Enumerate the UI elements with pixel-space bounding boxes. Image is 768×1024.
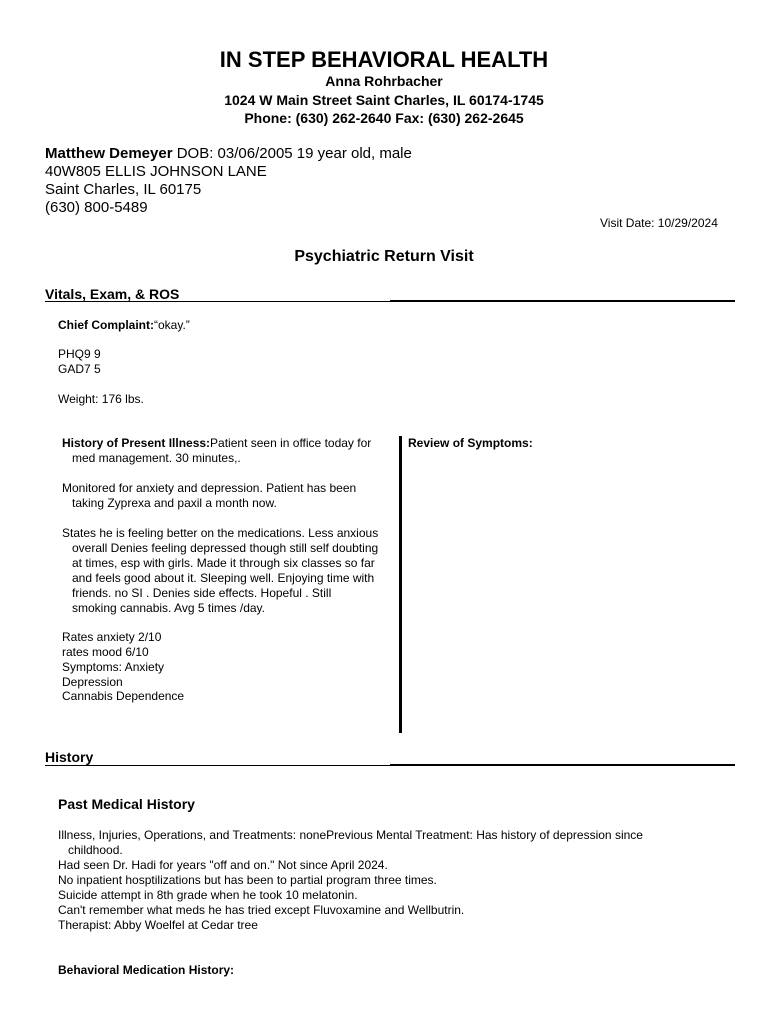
hpi-line: taking Zyprexa and paxil a month now.	[72, 496, 277, 510]
patient-phone: (630) 800-5489	[45, 199, 148, 216]
hpi-line: and feels good about it. Sleeping well. Enjoying time with	[72, 571, 375, 585]
hpi-line: Rates anxiety 2/10	[62, 630, 162, 644]
provider-name: Anna Rohrbacher	[325, 73, 443, 89]
section-rule-thin	[45, 765, 390, 766]
chief-complaint-label: Chief Complaint:	[58, 318, 154, 332]
history-line: Therapist: Abby Woelfel at Cedar tree	[58, 918, 258, 932]
patient-dob: DOB: 03/06/2005 19 year old, male	[172, 145, 412, 162]
section-title-history: History	[45, 749, 94, 765]
section-rule-thick	[390, 764, 735, 766]
patient-name: Matthew Demeyer	[45, 145, 173, 162]
ros-label: Review of Symptoms:	[408, 436, 533, 450]
chief-complaint-value: “okay.”	[154, 318, 190, 332]
hpi-line: med management. 30 minutes,.	[72, 451, 241, 465]
hpi-line: Patient seen in office today for	[210, 436, 372, 450]
history-line: childhood.	[68, 843, 123, 857]
hpi-line: Cannabis Dependence	[62, 689, 185, 703]
behavioral-medication-history-title: Behavioral Medication History:	[58, 963, 235, 977]
past-medical-history-title: Past Medical History	[58, 796, 195, 812]
practice-address: 1024 W Main Street Saint Charles, IL 60174-1745	[224, 92, 544, 108]
chief-complaint	[58, 318, 190, 332]
section-rule-thin	[45, 301, 390, 302]
patient-identity	[45, 145, 412, 162]
document-title: Psychiatric Return Visit	[294, 248, 474, 265]
patient-street: 40W805 ELLIS JOHNSON LANE	[45, 163, 267, 180]
history-line: Had seen Dr. Hadi for years "off and on." Not since April 2024.	[58, 858, 388, 872]
visit-date: Visit Date: 10/29/2024	[600, 216, 718, 230]
weight: Weight: 176 lbs.	[58, 392, 144, 406]
history-line: Illness, Injuries, Operations, and Treatments: nonePrevious Mental Treatment: Has history of depression since	[58, 828, 643, 842]
hpi-first-line	[62, 436, 371, 450]
phq9-score: PHQ9 9	[58, 347, 101, 361]
hpi-line: friends. no SI . Denies side effects. Hopeful . Still	[72, 586, 332, 600]
history-line: No inpatient hosptilizations but has been to partial program three times.	[58, 873, 437, 887]
hpi-line: rates mood 6/10	[62, 645, 149, 659]
hpi-line: Depression	[62, 675, 123, 689]
hpi-line: States he is feeling better on the medications. Less anxious	[62, 526, 379, 540]
practice-name: IN STEP BEHAVIORAL HEALTH	[219, 47, 549, 72]
hpi-line: overall Denies feeling depressed though still self doubting	[72, 541, 379, 555]
hpi-line: Symptoms: Anxiety	[62, 660, 165, 674]
section-rule-thick	[390, 300, 735, 302]
hpi-label: History of Present Illness:	[62, 436, 211, 450]
hpi-line: Monitored for anxiety and depression. Patient has been	[62, 481, 357, 495]
gad7-score: GAD7 5	[58, 362, 101, 376]
column-divider	[399, 436, 402, 733]
practice-phone-fax: Phone: (630) 262-2640 Fax: (630) 262-2645	[244, 110, 524, 126]
section-title-vitals: Vitals, Exam, & ROS	[45, 286, 180, 302]
history-line: Can't remember what meds he has tried except Fluvoxamine and Wellbutrin.	[58, 903, 465, 917]
hpi-line: at times, esp with girls. Made it through six classes so far	[72, 556, 375, 570]
patient-city: Saint Charles, IL 60175	[45, 181, 202, 198]
hpi-line: smoking cannabis. Avg 5 times /day.	[72, 601, 265, 615]
history-line: Suicide attempt in 8th grade when he took 10 melatonin.	[58, 888, 358, 902]
